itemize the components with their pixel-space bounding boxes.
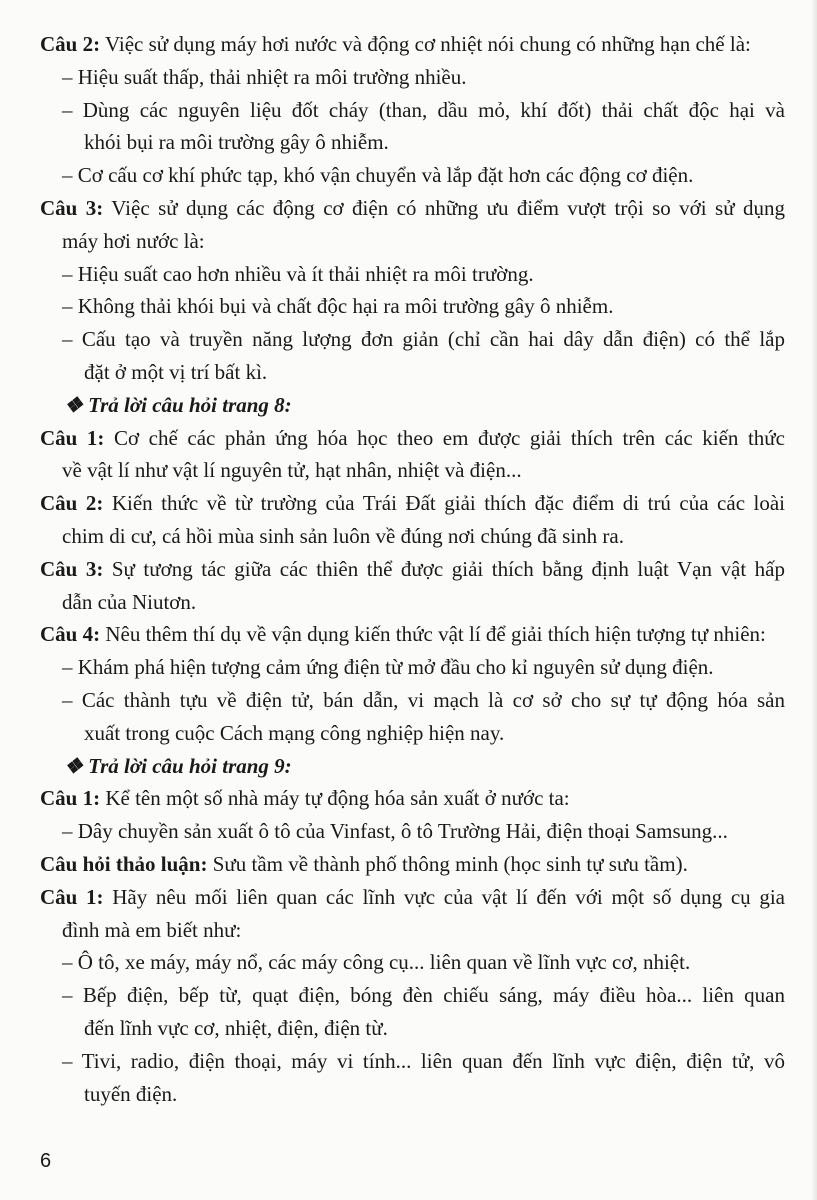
text-line [84, 1081, 177, 1107]
line-text: dẫn của Niutơn. [62, 589, 197, 614]
text-line [62, 589, 196, 615]
line-text: Nêu thêm thí dụ về vận dụng kiến thức vật lí để giải thích hiện tượng tự nhiên: [100, 622, 766, 647]
line-text: – Bếp điện, bếp từ, quạt điện, bóng đèn chiếu sáng, máy điều hòa... liên quan [62, 983, 785, 1008]
line-text: chim di cư, cá hồi mùa sinh sản luôn về đúng nơi chúng đã sinh ra. [62, 524, 624, 548]
line-text: Sự tương tác giữa các thiên thể được giải thích bằng định luật Vạn vật hấp [103, 556, 785, 581]
text-line [62, 654, 714, 680]
line-text: – Dùng các nguyên liệu đốt cháy (than, dầu mỏ, khí đốt) thải chất độc hại và [62, 97, 785, 122]
text-line [84, 129, 389, 155]
line-text: Sưu tầm về thành phố thông minh (học sinh tự sưu tầm). [207, 852, 688, 876]
line-text: Việc sử dụng máy hơi nước và động cơ nhiệt nói chung có những hạn chế là: [100, 32, 751, 56]
text-line [62, 97, 785, 123]
line-text: Cơ chế các phản ứng hóa học theo em được giải thích trên các kiến thức [104, 425, 786, 450]
question-line [40, 785, 570, 811]
line-text: ❖ Trả lời câu hỏi trang 8: [64, 392, 292, 417]
question-label: Câu hỏi thảo luận: [40, 852, 208, 876]
question-label: Câu 2: [40, 32, 101, 56]
line-text: Kiến thức về từ trường của Trái Đất giải thích đặc điểm di trú của các loài [103, 491, 785, 516]
line-text: – Ô tô, xe máy, máy nổ, các máy công cụ... liên quan về lĩnh vực cơ, nhiệt. [62, 950, 691, 975]
line-text: – Khám phá hiện tượng cảm ứng điện từ mở đầu cho kỉ nguyên sử dụng điện. [62, 655, 714, 680]
question-label: Câu 3: [40, 196, 104, 220]
question-line [40, 490, 785, 516]
text-line [62, 162, 693, 188]
page-number: 6 [40, 1150, 52, 1172]
line-text: tuyến điện. [84, 1081, 178, 1106]
line-text: – Cơ cấu cơ khí phức tạp, khó vận chuyển và lắp đặt hơn các động cơ điện. [62, 163, 694, 188]
line-text: ❖ Trả lời câu hỏi trang 9: [64, 753, 292, 778]
text-line [62, 949, 690, 975]
question-label: Câu 1: [40, 425, 105, 450]
section-heading [64, 753, 292, 779]
question-label: Câu 1: [40, 786, 101, 811]
question-label: Câu 3: [40, 556, 104, 581]
line-text: về vật lí như vật lí nguyên tử, hạt nhân, nhiệt và điện... [62, 458, 522, 483]
text-line [62, 293, 613, 319]
question-line [40, 31, 751, 57]
question-line [40, 621, 766, 647]
line-text: khói bụi ra môi trường gây ô nhiễm. [84, 130, 389, 155]
line-text: đến lĩnh vực cơ, nhiệt, điện, điện từ. [84, 1016, 388, 1040]
text-line [62, 228, 205, 254]
text-line [62, 261, 534, 287]
line-text: Hãy nêu mối liên quan các lĩnh vực của vật lí đến với một số dụng cụ gia [103, 884, 785, 909]
line-text: – Hiệu suất thấp, thải nhiệt ra môi trường nhiều. [62, 64, 467, 89]
text-line [62, 64, 467, 90]
question-label: Câu 1: [40, 884, 104, 909]
question-line [40, 425, 785, 451]
text-line [62, 1048, 785, 1074]
line-text: Việc sử dụng các động cơ điện có những ưu điểm vượt trội so với sử dụng [103, 196, 785, 220]
question-label: Câu 4: [40, 622, 101, 647]
line-text: đặt ở một vị trí bất kì. [84, 360, 268, 384]
question-line [40, 556, 785, 582]
text-line [62, 687, 785, 713]
text-line [62, 523, 624, 549]
line-text: – Cấu tạo và truyền năng lượng đơn giản (chỉ cần hai dây dẫn điện) có thể lắp [62, 327, 785, 352]
text-line [62, 982, 785, 1008]
text-line [62, 818, 728, 844]
line-text: – Hiệu suất cao hơn nhiều và ít thải nhiệt ra môi trường. [62, 261, 534, 286]
question-line [40, 884, 785, 910]
question-label: Câu 2: [40, 491, 104, 516]
text-line [62, 457, 522, 483]
text-line [84, 359, 267, 385]
line-text: – Các thành tựu về điện tử, bán dẫn, vi mạch là cơ sở cho sự tự động hóa sản [62, 688, 785, 712]
question-line [40, 851, 688, 877]
text-line [62, 326, 785, 352]
page-edge [811, 0, 817, 1200]
line-text: – Dây chuyền sản xuất ô tô của Vinfast, ô tô Trường Hải, điện thoại Samsung... [62, 819, 728, 844]
question-line [40, 195, 785, 221]
text-line [62, 917, 241, 943]
line-text: Kể tên một số nhà máy tự động hóa sản xuất ở nước ta: [100, 786, 570, 811]
line-text: máy hơi nước là: [62, 228, 205, 253]
line-text: – Tivi, radio, điện thoại, máy vi tính... liên quan đến lĩnh vực điện, điện tử, vô [62, 1048, 785, 1073]
line-text: xuất trong cuộc Cách mạng công nghiệp hiện nay. [84, 720, 505, 745]
section-heading [64, 392, 292, 418]
line-text: – Không thải khói bụi và chất độc hại ra môi trường gây ô nhiễm. [62, 294, 614, 319]
text-line [84, 720, 504, 746]
text-line [84, 1015, 388, 1041]
line-text: đình mà em biết như: [62, 917, 242, 942]
